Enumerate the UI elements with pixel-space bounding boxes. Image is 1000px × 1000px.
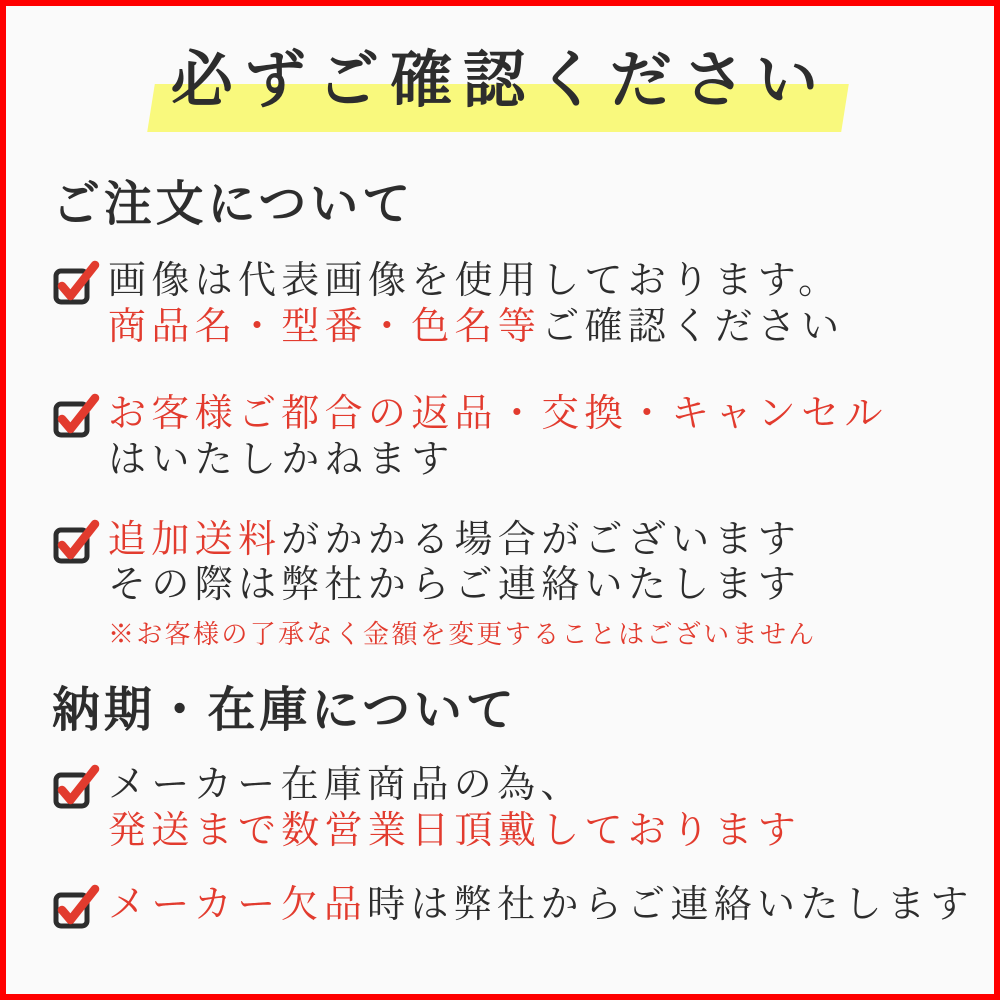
checked-checkbox-icon: [52, 518, 100, 566]
page-title: 必ずご確認ください: [170, 47, 830, 115]
text-line: [108, 392, 888, 438]
notice-content: [6, 174, 994, 931]
checked-checkbox-icon: [52, 259, 100, 307]
text-segment: 時は弊社からご連絡いたします: [367, 883, 974, 926]
text-segment: はいたしかねます: [108, 438, 455, 481]
text-segment: ご確認ください: [541, 305, 845, 348]
text-segment: がかかる場合がございます: [281, 518, 802, 561]
checked-checkbox-icon: [52, 763, 100, 811]
text-line: [108, 305, 844, 351]
text-line: [108, 809, 801, 855]
checklist-item: [52, 392, 958, 483]
text-line: [108, 438, 888, 484]
text-segment: 追加送料: [108, 518, 282, 561]
checklist-item: [52, 763, 958, 854]
page-header: [6, 40, 994, 124]
text-line: [108, 763, 801, 809]
checklist-item: [52, 883, 974, 931]
item-text: [108, 259, 844, 350]
section-heading-orders: ご注文について: [52, 177, 414, 231]
item-text: [108, 392, 888, 483]
text-line: [108, 259, 844, 305]
disclaimer-note: ※お客様の了承なく金額を変更することはございません: [108, 619, 817, 649]
text-line: [108, 518, 817, 564]
title-wrap: [157, 40, 843, 124]
item-text: [108, 763, 801, 854]
text-line: [108, 883, 974, 929]
text-segment: お客様ご都合の返品・交換・キャンセル: [108, 393, 888, 436]
checked-checkbox-icon: [52, 883, 100, 931]
checklist-item: [52, 518, 958, 650]
text-segment: 発送まで数営業日頂戴しております: [108, 809, 802, 852]
item-text: [108, 518, 817, 650]
section-heading-stock: 納期・在庫について: [52, 683, 518, 737]
text-segment: 商品名・型番・色名等: [108, 305, 542, 348]
item-text: [108, 883, 974, 929]
checklist-item: [52, 259, 958, 350]
text-segment: メーカー欠品: [108, 883, 368, 926]
checked-checkbox-icon: [52, 392, 100, 440]
text-segment: メーカー在庫商品の為、: [108, 764, 584, 807]
text-line: [108, 563, 817, 609]
text-segment: 画像は代表画像を使用しております。: [108, 260, 842, 303]
text-segment: その際は弊社からご連絡いたします: [108, 564, 802, 607]
